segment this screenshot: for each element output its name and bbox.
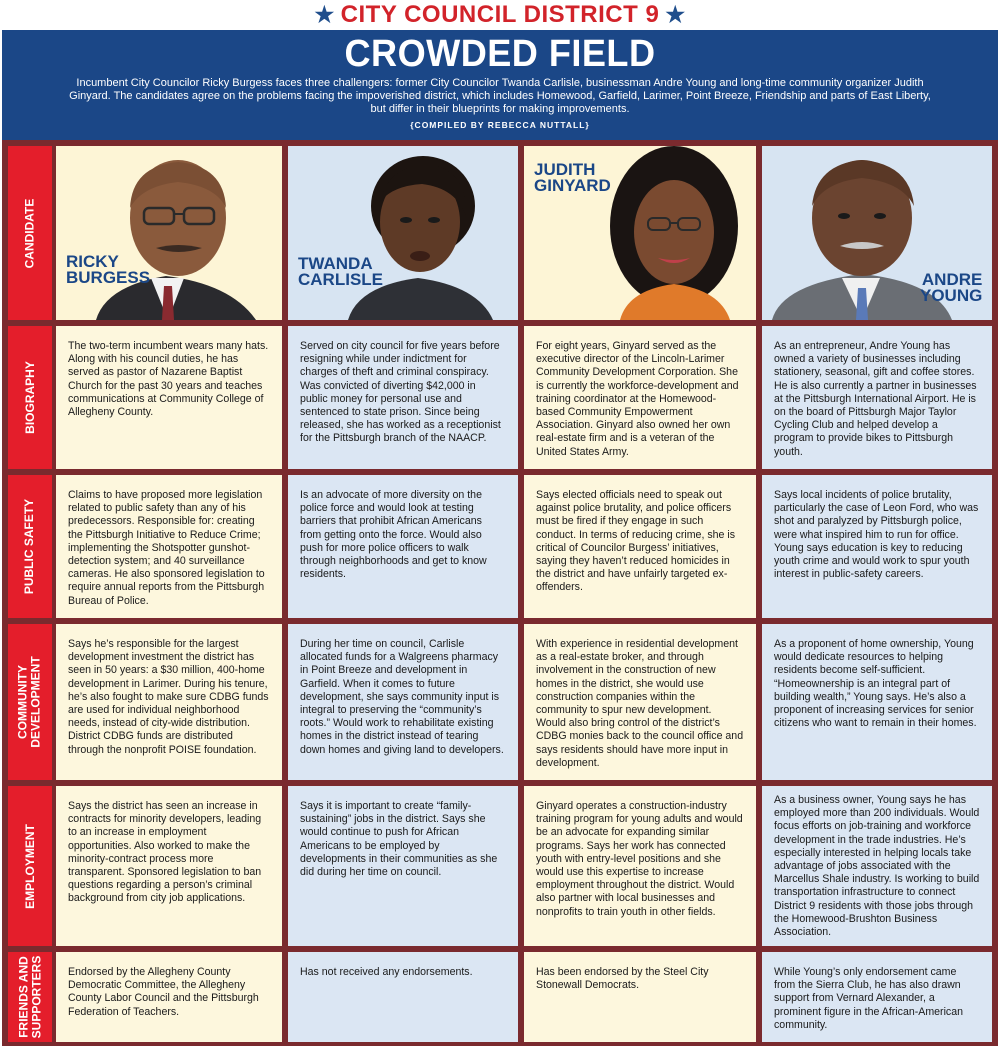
candidate-name	[66, 254, 150, 286]
cell-friends-supporters: Has not received any endorsements.	[288, 952, 518, 1042]
last-name: CARLISLE	[298, 270, 383, 289]
cell-friends-supporters: While Young’s only endorsement came from the Sierra Club, he has also drawn support from Vernard Alexander, a prominent figure in the African-American community.	[762, 952, 992, 1042]
row-label-public-safety: PUBLIC SAFETY	[8, 475, 52, 618]
label-line: DEVELOPMENT	[29, 656, 43, 748]
cell-public-safety: Says elected officials need to speak out against police brutality, and police officers must be fired if they engage in such conduct. In terms of reducing crime, she is critical of Councilor Burgess’ initiatives, saying they haven’t reduced homicides in the district and have unfairly targeted ex-offenders.	[524, 475, 756, 618]
cell-biography: For eight years, Ginyard served as the executive director of the Lincoln-Larimer Community Development Corporation. She is currently the workforce-development and training coordinator at the Homewood-based Community Empowerment Association. Ginyard also owned her own real-estate firm and is a veteran of the United States Army.	[524, 326, 756, 469]
cell-employment: As a business owner, Young says he has employed more than 200 individuals. Would focus efforts on job-training and workforce development in the trade industries. He’s especially interested in helping locals take advantage of jobs associated with the Marcellus Shale industry. Is working to build transportation infrastructure to connect District 9 residents with those jobs through the Homewood-Brushton Business Association.	[762, 786, 992, 946]
cell-community-development: With experience in residential development as a real-estate broker, and through involvement in the construction of new homes in the district, she would use construction companies within the community to spur new development. Would also bring control of the district’s CDBG monies back to the council office and says residents should have more input in development.	[524, 624, 756, 780]
row-label-community-development	[8, 624, 52, 780]
last-name: YOUNG	[920, 286, 983, 305]
first-name: TWANDA	[298, 254, 373, 273]
cell-friends-supporters: Has been endorsed by the Steel City Stonewall Democrats.	[524, 952, 756, 1042]
portrait-judith-ginyard	[524, 146, 756, 320]
portrait-twanda-carlisle	[288, 146, 518, 320]
cell-employment: Says the district has seen an increase in contracts for minority developers, leading to an increase in employment opportunities. Also worked to make the minority-contract process more transparent. Sponsored legislation to ban questions regarding a person’s criminal background from city job applications.	[56, 786, 282, 946]
dek: Incumbent City Councilor Ricky Burgess faces three challengers: former City Councilor Twanda Carlisle, businessman Andre Young and long-time community organizer Judith Ginyard. The candidates agree on the problems facing the impoverished district, which includes Homewood, Garfield, Larimer, Point Breeze, Friendship and parts of East Liberty, but differ in their blueprints for making improvements.	[69, 77, 931, 115]
row-label-biography: BIOGRAPHY	[8, 326, 52, 469]
cell-friends-supporters: Endorsed by the Allegheny County Democratic Committee, the Allegheny County Labor Council and the Pittsburgh Federation of Teachers.	[56, 952, 282, 1042]
credit: {COMPILED BY REBECCA NUTTALL}	[410, 120, 590, 130]
headline-banner	[2, 30, 998, 140]
label-line: COMMUNITY	[16, 665, 30, 739]
cell-biography: Served on city council for five years before resigning while under indictment for charges of theft and criminal conspiracy. Was convicted of diverting $42,000 in public money for personal use and sentenced to state prison. Since being released, she has worked as a receptionist for the Pittsburgh branch of the NAACP.	[288, 326, 518, 469]
cell-community-development: During her time on council, Carlisle allocated funds for a Walgreens pharmacy in Point Breeze and development in Garfield. When it comes to future development, she says community input is integral to preserving the “community’s roots.” Would work to rehabilitate existing homes in the district instead of tearing down homes and giving land to developers.	[288, 624, 518, 780]
candidate-name	[534, 162, 611, 194]
first-name: JUDITH	[534, 160, 596, 179]
section-kicker	[0, 0, 1000, 30]
candidate-comparison-grid	[2, 140, 998, 1046]
row-label-candidate: CANDIDATE	[8, 146, 52, 320]
candidate-name	[920, 272, 982, 304]
first-name: ANDRE	[921, 270, 983, 289]
cell-biography: As an entrepreneur, Andre Young has owned a variety of businesses including stationery, seasonal, gift and coffee stores. He is also currently a partner in businesses at the Pittsburgh International Airport. He is on the board of Pittsburgh Major Taylor Cycling Club and helped develop a program to provide bikes to Pittsburgh youth.	[762, 326, 992, 469]
kicker-text: CITY COUNCIL DISTRICT 9	[340, 1, 660, 28]
star-icon: ★	[665, 2, 686, 27]
cell-community-development: As a proponent of home ownership, Young would dedicate resources to helping residents become self-sufficient. “Homeownership is an integral part of building wealth,” Young says. He’s also a proponent of increasing services for senior citizens who want to remain in their homes.	[762, 624, 992, 780]
cell-public-safety: Claims to have proposed more legislation related to public safety than any of his predecessors. Responsible for: creating the Pittsburgh Initiative to Reduce Crime; implementing the Shotspotter gunshot-detection system; and 40 surveillance cameras. He also sponsored legislation to require annual reports from the Pittsburgh Bureau of Police.	[56, 475, 282, 618]
label-line: FRIENDS AND	[16, 956, 30, 1038]
row-label-friends-supporters	[8, 952, 52, 1042]
cell-community-development: Says he’s responsible for the largest development investment the district has seen in 50 years: a $30 million, 400-home development in Larimer. During his tenure, he’s also fought to make sure CDBG funds are used for individual neighborhood needs, instead of city-wide distribution. District CDBG funds are distributed through the nonprofit POISE foundation.	[56, 624, 282, 780]
man-portrait-icon	[56, 146, 282, 320]
label-line: SUPPORTERS	[29, 955, 43, 1039]
star-icon: ★	[314, 2, 335, 27]
cell-employment: Says it is important to create “family-sustaining” jobs in the district. Says she would continue to push for African Americans to be employed by developments in their communities as she did during her time on council.	[288, 786, 518, 946]
cell-public-safety: Says local incidents of police brutality, particularly the case of Leon Ford, who was shot and paralyzed by Pittsburgh police, were what inspired him to run for office. Young says education is key to reducing youth crime and would work to spur youth interest in public-safety careers.	[762, 475, 992, 618]
cell-biography: The two-term incumbent wears many hats. Along with his council duties, he has served as pastor of Nazarene Baptist Church for the past 30 years and teaches communications at Community College of Allegheny County.	[56, 326, 282, 469]
last-name: GINYARD	[534, 176, 611, 195]
last-name: BURGESS	[66, 268, 151, 287]
headline: CROWDED FIELD	[344, 33, 656, 75]
row-label-employment: EMPLOYMENT	[8, 786, 52, 946]
first-name: RICKY	[66, 252, 119, 271]
portrait-andre-young	[762, 146, 992, 320]
candidate-name	[298, 256, 383, 288]
cell-employment: Ginyard operates a construction-industry training program for young adults and would be an advocate for expanding similar programs. Says her work has connected youth with entry-level positions and she would use this expertise to increase employment throughout the district. Would also partner with local businesses and nonprofits to train youth in other fields.	[524, 786, 756, 946]
woman-portrait-icon	[288, 146, 518, 320]
portrait-ricky-burgess	[56, 146, 282, 320]
cell-public-safety: Is an advocate of more diversity on the police force and would look at testing barriers that prohibit African Americans from getting onto the force. Would also push for more police officers to walk through neighborhoods and get to know residents.	[288, 475, 518, 618]
